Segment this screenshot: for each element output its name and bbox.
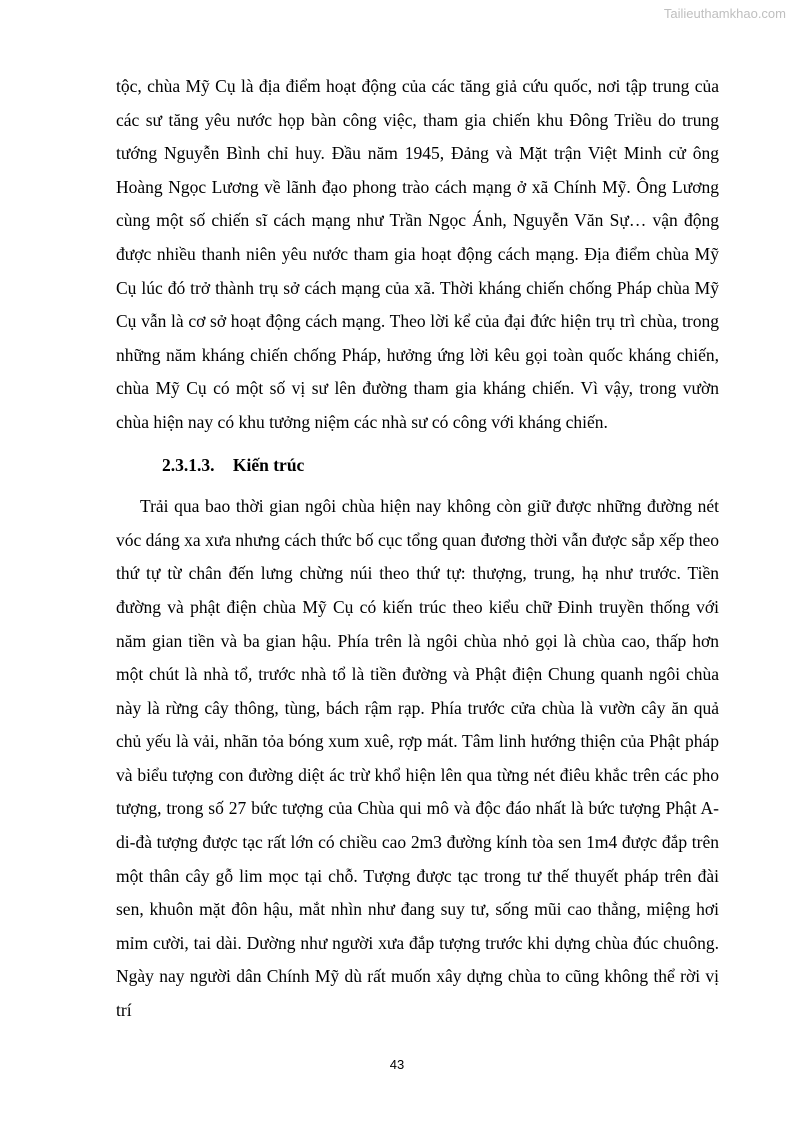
watermark: Tailieuthamkhao.com (663, 6, 786, 21)
section-title: Kiến trúc (232, 454, 305, 475)
page-number: 43 (389, 1057, 405, 1072)
paragraph-continued: tộc, chùa Mỹ Cụ là địa điểm hoạt động của các tăng giả cứu quốc, nơi tập trung của các sư tăng yêu nước họp bàn công việc, tham gia chiến khu Đông Triều do trung tướng Nguyễn Bình chỉ huy. Đầu năm 1945, Đảng và Mặt trận Việt Minh cử ông Hoàng Ngọc Lương về lãnh đạo phong trào cách mạng ở xã Chính Mỹ. Ông Lương cùng một số chiến sĩ cách mạng như Trần Ngọc Ánh, Nguyễn Văn Sự… vận động được nhiều thanh niên yêu nước tham gia hoạt động cách mạng. Địa điểm chùa Mỹ Cụ lúc đó trở thành trụ sở cách mạng của xã. Thời kháng chiến chống Pháp chùa Mỹ Cụ vẫn là cơ sở hoạt động cách mạng. Theo lời kể của đại đức hiện trụ trì chùa, trong những năm kháng chiến chống Pháp, hưởng ứng lời kêu gọi toàn quốc kháng chiến, chùa Mỹ Cụ có một số vị sư lên đường tham gia kháng chiến. Vì vậy, trong vườn chùa hiện nay có khu tưởng niệm các nhà sư có công với kháng chiến. (116, 76, 719, 432)
paragraph-architecture: Trải qua bao thời gian ngôi chùa hiện nay không còn giữ được những đường nét vóc dáng xa xưa nhưng cách thức bố cục tổng quan đương thời vẫn được sắp xếp theo thứ tự từ chân đến lưng chừng núi theo thứ tự: thượng, trung, hạ như trước. Tiền đường và phật điện chùa Mỹ Cụ có kiến trúc theo kiểu chữ Đinh truyền thống với năm gian tiền và ba gian hậu. Phía trên là ngôi chùa nhỏ gọi là chùa cao, thấp hơn một chút là nhà tổ, trước nhà tổ là tiền đường và Phật điện Chung quanh ngôi chùa này là rừng cây thông, tùng, bách rậm rạp. Phía trước cửa chùa là vườn cây ăn quả chủ yếu là vải, nhãn tỏa bóng xum xuê, rợp mát. Tâm linh hướng thiện của Phật pháp và biểu tượng con đường diệt ác trừ khổ hiện lên qua từng nét điêu khắc trên các pho tượng, trong số 27 bức tượng của Chùa qui mô và độc đáo nhất là bức tượng Phật A-di-đà tượng được tạc rất lớn có chiều cao 2m3 đường kính tòa sen 1m4 được đắp trên một thân cây gỗ lim mọc tại chỗ. Tượng được tạc trong tư thế thuyết pháp trên đài sen, khuôn mặt đôn hậu, mắt nhìn như đang suy tư, sống mũi cao thẳng, miệng hơi mỉm cười, tai dài. Dường như người xưa đắp tượng trước khi dựng chùa đúc chuông. Ngày nay người dân Chính Mỹ dù rất muốn xây dựng chùa to cũng không thể rời vị trí (116, 496, 719, 1021)
section-heading (116, 449, 719, 483)
document-body (116, 70, 719, 1028)
section-number: 2.3.1.3. (162, 454, 215, 475)
